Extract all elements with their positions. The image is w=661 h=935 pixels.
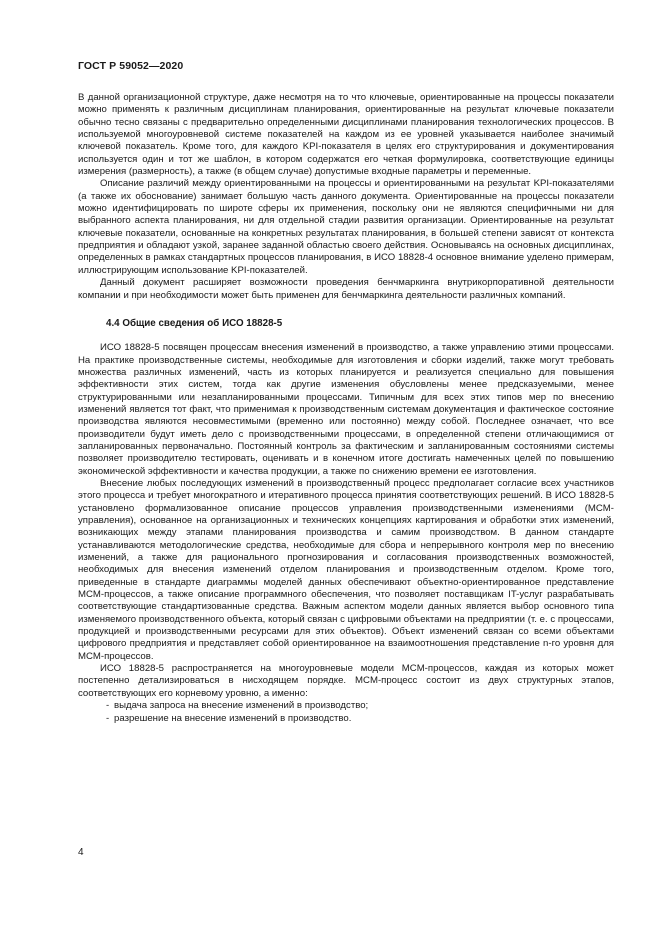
paragraph: Данный документ расширяет возможности проведения бенчмаркинга внутрикорпоративной деятельности компании и при необходимости может быть применен для бенчмаркинга деятельности различных компаний. [78, 277, 614, 301]
paragraph: Описание различий между ориентированными на процессы и ориентированными на результат KPI-показателями (а также их обоснование) занимает большую часть данного документа. Ориентированные на процессы показатели можно идентифицировать по широте сферы их применения, поскольку они не являются специфичными ни для выбранного аспекта планирования, ни для отдельной стадии развития организации. Ориентированные на результат ключевые показатели, основанные на конкретных результатах планирования, в большей степени зависят от контекста предприятия и обладают узкой, заранее заданной областью своего действия. Основываясь на основных дисциплинах, определенных в рамках стандартных процессов планирования, в ИСО 18828-4 основное внимание уделено примерам, иллюстрирующим использование KPI-показателей. [78, 178, 614, 276]
paragraph: ИСО 18828-5 посвящен процессам внесения изменений в производство, а также управлению этими процессами. На практике производственные системы, необходимые для изготовления и сборки изделий, также могут требовать множества различных изменений, часть из которых планируется и реализуется специально для повышения эффективности этих систем, тогда как другие изменения обусловлены менее предсказуемыми, менее структурированными или незапланированными процессами. Типичным для всех этих типов мер по внесению изменений является тот факт, что применимая к производственным системам документация и фактическое состояние производства являются несовместимыми (временно или постоянно) между собой. Последнее означает, что все производители будут иметь дело с производственными процессами, в определенной степени отличающимися от запланированных первоначально. Постоянный контроль за фактическим и запланированным состояниями системы позволяет производителю тестировать, оценивать и в конечном итоге достигать намеченных целей по повышению экономической эффективности и качества продукции, а также по снижению времени ее изготовления. [78, 342, 614, 477]
list-item-text: разрешение на внесение изменений в производство. [114, 712, 352, 724]
paragraph: Внесение любых последующих изменений в производственный процесс предполагает согласие всех участников этого процесса и требует многократного и итеративного процесса принятия соответствующих решений. В ИСО 18828-5 установлено формализованное описание процессов управления производственными изменениями (MCM-управления), основанное на организационных и технических концепциях картирования и обработки этих изменений, возникающих между этапами планирования производства и самим производством. В данном стандарте устанавливаются методологические средства, необходимые для сбора и непрерывного контроля мер по внесению изменений, а также для рационального прогнозирования и согласования производственных возможностей, необходимых для внесения изменений отделом планирования и производственным отделом. Кроме того, приведенные в стандарте диаграммы моделей данных обеспечивают объектно-ориентированное представление MCM-процессов, а также описание программного обеспечения, что позволяет поставщикам IT-услуг разрабатывать соответствующие стандартизованные средства. Важным аспектом модели данных является выбор основного типа изменяемого производственного объекта, который связан с цифровыми объектами на предприятии (т. е. с процессами, продукцией и производственными ресурсами для этих объектов). Объект изменений связан со всеми объектами цифрового предприятия и представляет собой ориентированное на взаимоотношения представление n-го уровня для MCM-процессов. [78, 477, 614, 662]
paragraph: В данной организационной структуре, даже несмотря на то что ключевые, ориентированные на процессы показатели можно применять к различным дисциплинам планирования, ориентированные на результат ключевые показатели обычно тесно связаны с предварительно определенными дисциплинами планирования технологических процессов. В используемой многоуровневой системе показателей на каждом из ее уровней указывается наиболее значимый ключевой показатель. Кроме того, для каждого KPI-показателя в целях его структурирования и документирования используется один и тот же шаблон, в котором содержатся его четкая формулировка, соответствующие единицы измерения (размерность), а также (в общем случае) допустимые входные параметры и переменные. [78, 92, 614, 178]
list-marker: - [106, 712, 110, 724]
page-number: 4 [78, 847, 84, 858]
list-item [78, 700, 614, 712]
section-title: 4.4 Общие сведения об ИСО 18828-5 [106, 317, 283, 329]
list-item [78, 713, 614, 725]
paragraph: ИСО 18828-5 распространяется на многоуровневые модели MCM-процессов, каждая из которых может постепенно детализироваться в нисходящем порядке. MCM-процесс состоит из двух структурных этапов, соответствующих его корневому уровню, а именно: [78, 663, 614, 699]
list-item-text: выдача запроса на внесение изменений в производство; [114, 700, 369, 712]
document-body [78, 92, 614, 725]
list-marker: - [106, 700, 110, 712]
document-header: ГОСТ Р 59052—2020 [78, 60, 184, 72]
